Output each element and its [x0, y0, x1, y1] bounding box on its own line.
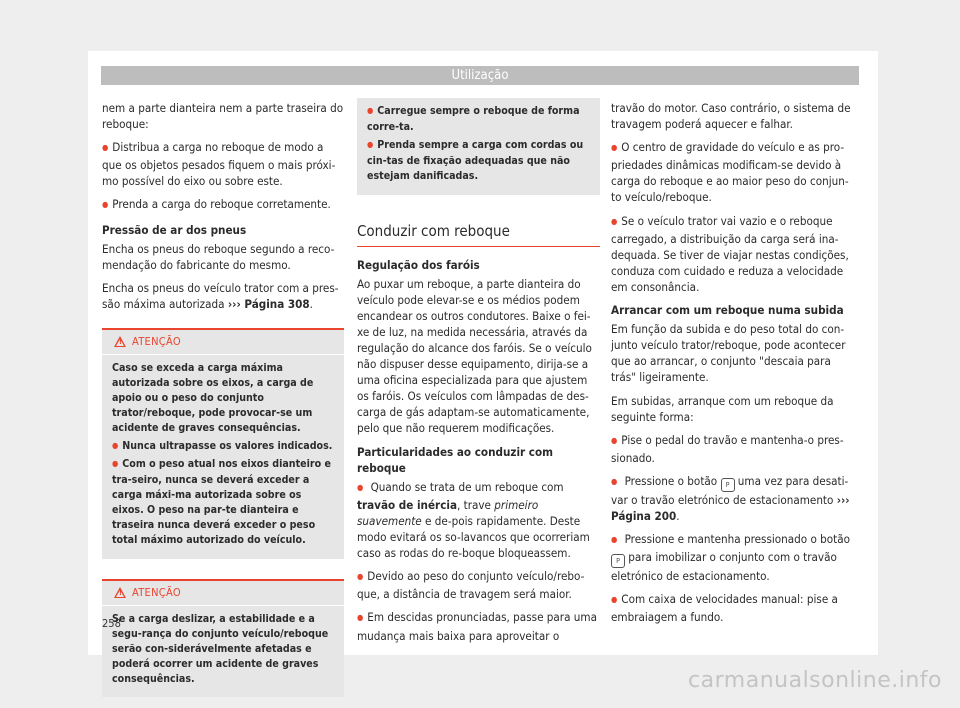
- paragraph: [102, 280, 344, 312]
- text: Pressione o botão: [624, 473, 721, 488]
- text: Pressione e mantenha pressionado o botão: [624, 532, 851, 547]
- subheading-arrancar: Arrancar com um reboque numa subida: [611, 303, 844, 318]
- watermark: carmanualsonline.info: [688, 668, 942, 693]
- text: Quando se trata de um reboque com: [370, 479, 564, 494]
- bullet-item: ● Pise o pedal do travão e mantenha-o pres-sionado.: [611, 432, 859, 466]
- warning-box-2: [102, 579, 344, 698]
- paragraph: Em subidas, arranque com um reboque da seguinte forma:: [611, 393, 834, 424]
- subheading-particularidades: Particularidades ao conduzir com reboque: [357, 444, 554, 475]
- text: , trave: [457, 497, 495, 512]
- bullet-item: ● Com caixa de velocidades manual: pise a embraiagem a fundo.: [611, 591, 859, 625]
- text: para imobilizar o conjunto com o travão eletrónico de estacionamento.: [611, 550, 837, 584]
- warning-header: [102, 330, 344, 355]
- text: uma vez para desati-var o travão eletrónico de estacionamento: [611, 473, 849, 507]
- column-1: [102, 100, 344, 697]
- warning-header: [102, 581, 344, 606]
- text: .: [676, 508, 680, 523]
- column-2: [357, 98, 600, 651]
- header-bar: [101, 66, 859, 85]
- bullet-item: ● Prenda a carga do reboque corretamente.: [102, 196, 344, 214]
- warning-label: ATENÇÃO: [132, 335, 181, 349]
- bullet-item: [611, 531, 859, 584]
- page-link[interactable]: ››› Página 308: [227, 296, 310, 311]
- paragraph: nem a parte dianteira nem a parte traseira do reboque:: [102, 101, 344, 132]
- paragraph: Ao puxar um reboque, a parte dianteira do veículo pode elevar-se e os médios podem encandear os outros condutores. Baixe o fei-xe de luz, na medida necessária, através da regulação do alcance dos faróis. Se o veículo não dispuser desse equipamento, dirija-se a uma oficina especializada para que ajustem os faróis. Os veículos com lâmpadas de des-carga de gás adaptam-se automaticamente, pelo que não requerem modificações.: [357, 276, 592, 436]
- text: e de-pois rapidamente. Deste modo evitará os so-lavancos que ocorreriam caso as rodas do re-boque bloqueassem.: [357, 513, 590, 561]
- warning-label: ATENÇÃO: [132, 585, 181, 599]
- paragraph: Em função da subida e do peso total do con-junto veículo trator/reboque, pode acontecer que ao arrancar, o conjunto "descaia para trás" ligeiramente.: [611, 322, 846, 385]
- text: Encha os pneus do veículo trator com a pres-são máxima autorizada: [102, 280, 339, 311]
- subheading-pressao: Pressão de ar dos pneus: [102, 222, 247, 237]
- page-link[interactable]: ››› Página 200: [611, 492, 850, 523]
- paragraph: Encha os pneus do reboque segundo a reco-mendação do fabricante do mesmo.: [102, 241, 335, 272]
- text: .: [309, 296, 313, 311]
- warning-triangle-icon: !: [114, 587, 126, 598]
- subheading-farois: Regulação dos faróis: [357, 257, 480, 272]
- column-3: [611, 100, 859, 632]
- bullet-item: ● Se o veículo trator vai vazio e o reboque carregado, a distribuição da carga será ina-dequada. Se tiver de viajar nestas condições, conduza com cuidado e reduza a velocidade em consonância.: [611, 213, 859, 295]
- page-title: Utilização: [451, 68, 509, 83]
- warning-bullet: ● Com o peso atual nos eixos dianteiro e tra-seiro, nunca se deverá exceder a carga máxi-ma autorizada sobre os eixos. O peso na par-te dianteira e traseira nunca deverá exceder o peso total máximo autorizado do veículo.: [112, 457, 334, 547]
- warning-box-continued: [357, 98, 600, 195]
- paragraph: travão do motor. Caso contrário, o sistema de travagem poderá aquecer e falhar.: [611, 101, 851, 132]
- bullet-item: [357, 479, 600, 561]
- bullet-item: ● Em descidas pronunciadas, passe para uma mudança mais baixa para aproveitar o: [357, 609, 600, 643]
- warning-bullet: ● Prenda sempre a carga com cordas ou cin-tas de fixação adequadas que não estejam danificadas.: [367, 138, 590, 184]
- warning-bullet: ● Carregue sempre o reboque de forma corre-ta.: [367, 104, 590, 135]
- bullet-item: [611, 473, 859, 524]
- warning-text: Caso se exceda a carga máxima autorizada sobre os eixos, a carga de apoio ou o peso do conjunto trator/reboque, pode provocar-se um acidente de graves consequências.: [112, 362, 314, 434]
- bullet-item: ● Distribua a carga no reboque de modo a que os objetos pesados fiquem o mais próxi-mo possível do eixo ou sobre este.: [102, 139, 344, 189]
- warning-triangle-icon: !: [114, 336, 126, 347]
- text-italic: primeiro suavemente: [357, 497, 539, 528]
- bullet-item: ● O centro de gravidade do veículo e as pro-priedades dinâmicas modificam-se devido à carga do reboque e ao maior peso do conjun-to veículo/reboque.: [611, 139, 859, 205]
- bullet-item: ● Devido ao peso do conjunto veículo/rebo-que, a distância de travagem será maior.: [357, 568, 600, 602]
- section-title: Conduzir com reboque: [357, 221, 600, 247]
- text-bold: travão de inércia: [357, 497, 457, 512]
- parking-brake-button-icon: P: [721, 478, 735, 492]
- page-number: 258: [102, 617, 121, 630]
- parking-brake-button-icon: P: [611, 554, 625, 568]
- warning-box-1: [102, 328, 344, 559]
- warning-bullet: ● Nunca ultrapasse os valores indicados.: [112, 439, 334, 455]
- warning-text: Se a carga deslizar, a estabilidade e a segu-rança do conjunto veículo/reboque serão con-siderávelmente afetadas e poderá ocorrer um acidente de graves consequências.: [112, 612, 329, 685]
